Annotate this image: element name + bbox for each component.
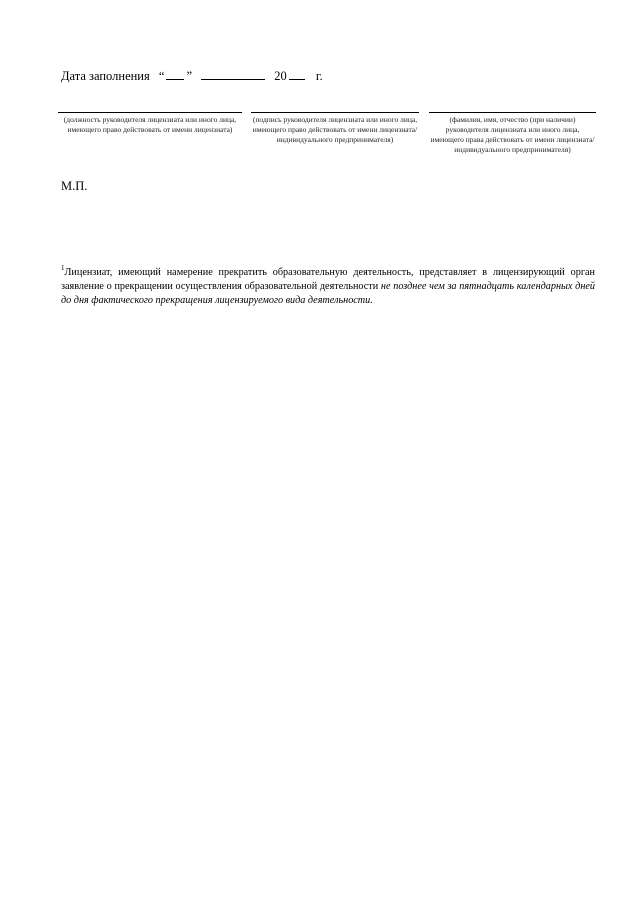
full-name-field [429, 112, 596, 155]
fill-date-line [61, 68, 323, 84]
footnote-italic-text: не позднее чем за пятнадцать календарных дней до дня фактического прекращения лицензируемого вида деятельности. [61, 281, 595, 306]
footnote [61, 266, 595, 308]
footnote-text: Лицензиат, имеющий намерение прекратить образовательную деятельность, представляет в лицензирующий орган заявление о прекращении осуществления образовательной деятельности [61, 267, 595, 292]
day-quote-open: “ [158, 69, 165, 83]
position-caption: (должность руководителя лицензиата или иного лица, имеющего право действовать от имени лицензиата) [63, 115, 237, 134]
full-name-caption: (фамилия, имя, отчество (при наличии) руководителя лицензиата или иного лица, имеющего права действовать от имени лицензиата/ индивидуального предпринимателя) [430, 115, 595, 154]
footnote-marker: 1 [61, 264, 65, 272]
year-prefix: 20 [274, 69, 287, 83]
fill-date-label: Дата заполнения [61, 69, 150, 83]
position-signature-field [58, 112, 242, 135]
year-blank [289, 68, 305, 80]
signature-field [251, 112, 419, 145]
day-blank [166, 68, 184, 80]
month-blank [201, 68, 265, 80]
stamp-place-label: М.П. [61, 179, 88, 193]
year-suffix: г. [315, 69, 323, 83]
signature-caption: (подпись руководителя лицензиата или иного лица, имеющего право действовать от имени лицензиата/ индивидуального предпринимателя) [252, 115, 418, 144]
day-quote-close: ” [186, 69, 192, 83]
